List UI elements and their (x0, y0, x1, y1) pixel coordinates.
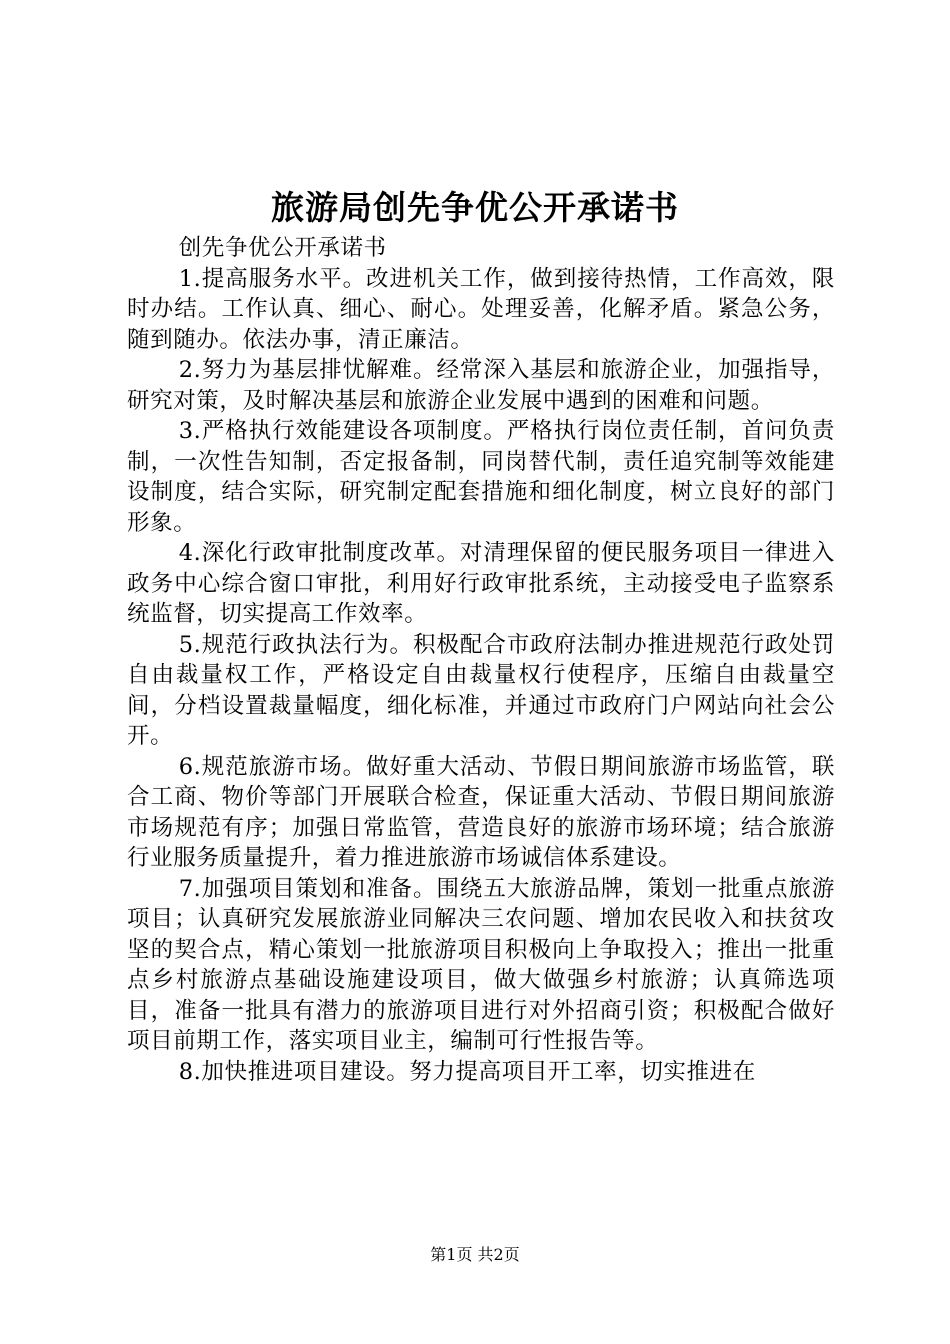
document-title: 旅游局创先争优公开承诺书 (271, 188, 679, 227)
document-body (127, 233, 835, 1087)
page-number-footer: 第1页 共2页 (430, 1245, 520, 1264)
paragraph-item-3: 3.严格执行效能建设各项制度。严格执行岗位责任制，首问负责制，一次性告知制，否定报备制，同岗替代制，责任追究制等效能建设制度，结合实际，研究制定配套措施和细化制度，树立良好的部门形象。 (127, 418, 835, 536)
paragraph-item-1: 1.提高服务水平。改进机关工作，做到接待热情，工作高效，限时办结。工作认真、细心、耐心。处理妥善，化解矛盾。紧急公务，随到随办。依法办事，清正廉洁。 (127, 265, 835, 353)
paragraph-item-7: 7.加强项目策划和准备。围绕五大旅游品牌，策划一批重点旅游项目；认真研究发展旅游业同解决三农问题、增加农民收入和扶贫攻坚的契合点，精心策划一批旅游项目积极向上争取投入；推出一批重点乡村旅游点基础设施建设项目，做大做强乡村旅游；认真筛选项目，准备一批具有潜力的旅游项目进行对外招商引资；积极配合做好项目前期工作，落实项目业主，编制可行性报告等。 (127, 875, 835, 1054)
paragraph-item-8: 8.加快推进项目建设。努力提高项目开工率，切实推进在 (178, 1058, 756, 1085)
paragraph-item-2: 2.努力为基层排忧解难。经常深入基层和旅游企业，加强指导，研究对策，及时解决基层和旅游企业发展中遇到的困难和问题。 (127, 357, 835, 414)
paragraph-item-6: 6.规范旅游市场。做好重大活动、节假日期间旅游市场监管，联合工商、物价等部门开展联合检查，保证重大活动、节假日期间旅游市场规范有序；加强日常监管，营造良好的旅游市场环境；结合旅游行业服务质量提升，着力推进旅游市场诚信体系建设。 (127, 753, 835, 871)
paragraph-item-5: 5.规范行政执法行为。积极配合市政府法制办推进规范行政处罚自由裁量权工作，严格设定自由裁量权行使程序，压缩自由裁量空间，分档设置裁量幅度，细化标准，并通过市政府门户网站向社会公开。 (127, 631, 835, 749)
paragraph-item-4: 4.深化行政审批制度改革。对清理保留的便民服务项目一律进入政务中心综合窗口审批，利用好行政审批系统，主动接受电子监察系统监督，切实提高工作效率。 (127, 540, 835, 627)
paragraph-subtitle: 创先争优公开承诺书 (178, 235, 387, 261)
